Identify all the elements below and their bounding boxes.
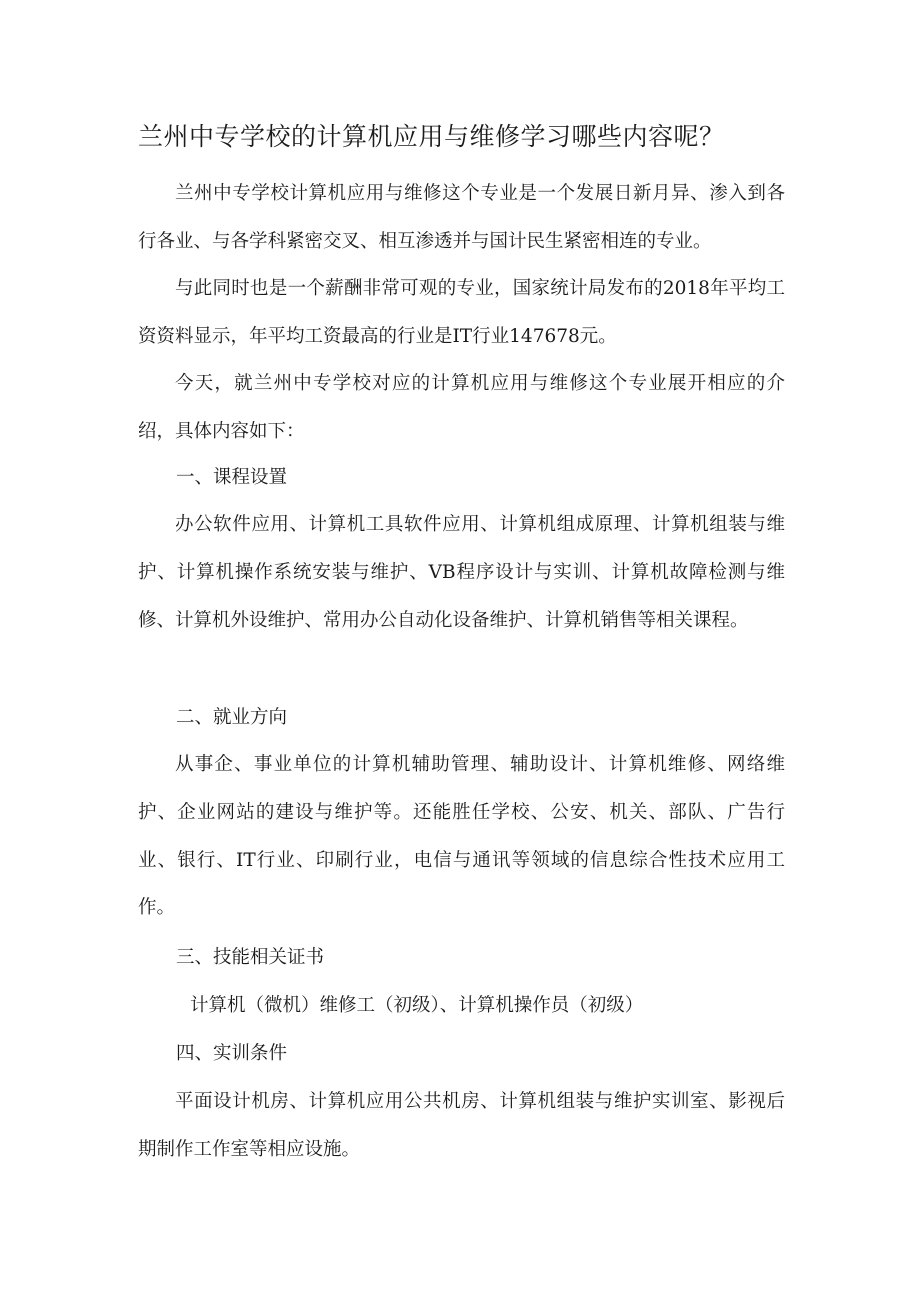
section-heading-courses: 一、课程设置 xyxy=(176,467,288,488)
intro-paragraph-salary: 与此同时也是一个薪酬非常可观的专业，国家统计局发布的2018年平均工资资料显示，年平均工资最高的行业是IT行业147678元。 xyxy=(138,278,785,347)
intro-paragraph-overview: 今天，就兰州中专学校对应的计算机应用与维修这个专业展开相应的介绍，具体内容如下： xyxy=(138,373,785,442)
section-body-training: 平面设计机房、计算机应用公共机房、计算机组装与维护实训室、影视后期制作工作室等相应设施。 xyxy=(138,1091,785,1160)
section-heading-training: 四、实训条件 xyxy=(176,1043,288,1064)
section-body-certificates: 计算机（微机）维修工（初级）、计算机操作员（初级） xyxy=(190,995,644,1016)
section-body-courses: 办公软件应用、计算机工具软件应用、计算机组成原理、计算机组装与维护、计算机操作系统安装与维护、VB程序设计与实训、计算机故障检测与维修、计算机外设维护、常用办公自动化设备维护、计算机销售等相关课程。 xyxy=(138,514,785,631)
section-heading-employment: 二、就业方向 xyxy=(176,707,288,728)
intro-paragraph-major: 兰州中专学校计算机应用与维修这个专业是一个发展日新月异、渗入到各行各业、与各学科紧密交叉、相互渗透并与国计民生紧密相连的专业。 xyxy=(138,183,785,252)
document-title: 兰州中专学校的计算机应用与维修学习哪些内容呢？ xyxy=(138,122,725,151)
section-body-employment: 从事企、事业单位的计算机辅助管理、辅助设计、计算机维修、网络维护、企业网站的建设与维护等。还能胜任学校、公安、机关、部队、广告行业、银行、IT行业、印刷行业，电信与通讯等领域的信息综合性技术应用工作。 xyxy=(138,754,785,919)
section-heading-certificates: 三、技能相关证书 xyxy=(176,947,325,968)
